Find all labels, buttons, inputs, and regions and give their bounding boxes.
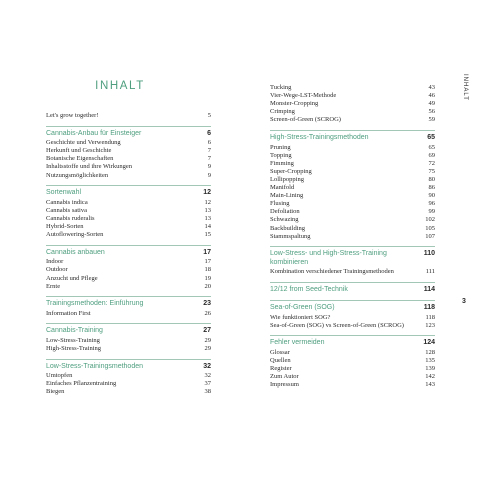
section-divider	[270, 246, 435, 247]
section-divider	[46, 323, 211, 324]
toc-entry-page: 9	[207, 171, 211, 179]
toc-entry-label: Screen-of-Green (SCROG)	[270, 116, 341, 124]
toc-entry-label: Herkunft und Geschichte	[46, 147, 112, 155]
section-divider	[46, 185, 211, 186]
toc-heading-label: Fehler vermeiden	[270, 339, 325, 347]
toc-entry-page: 29	[204, 336, 211, 344]
toc-heading-page: 27	[203, 327, 211, 335]
toc-left-column	[46, 112, 211, 402]
toc-section-heading[interactable]	[270, 286, 435, 295]
toc-section-heading[interactable]	[270, 339, 435, 348]
toc-section	[46, 245, 211, 291]
toc-entry-page: 107	[425, 232, 435, 240]
toc-section	[270, 130, 435, 241]
toc-entry-label: Impressum	[270, 381, 299, 389]
toc-section	[270, 84, 435, 124]
toc-section-heading[interactable]	[46, 189, 211, 198]
toc-entry[interactable]	[46, 388, 211, 396]
toc-entry[interactable]	[46, 345, 211, 353]
section-divider	[270, 282, 435, 283]
toc-entry-page: 26	[204, 309, 211, 317]
toc-heading-label: Cannabis anbauen	[46, 248, 105, 256]
toc-entry-page: 99	[428, 208, 435, 216]
toc-entry-label: Autoflowering-Sorten	[46, 231, 104, 239]
toc-entry-label: Schwazing	[270, 216, 299, 224]
toc-entry[interactable]	[270, 233, 435, 241]
toc-entry-label: Anzucht und Pflege	[46, 274, 98, 282]
section-divider	[46, 296, 211, 297]
toc-entry-label: Nutzungsmöglichkeiten	[46, 171, 109, 179]
toc-entry-page: 143	[425, 381, 435, 389]
toc-entry[interactable]	[46, 215, 211, 223]
toc-entry[interactable]	[270, 200, 435, 208]
toc-section	[46, 296, 211, 318]
toc-entry-label: Monster-Cropping	[270, 100, 319, 108]
toc-entry-page: 18	[204, 266, 211, 274]
toc-entry-page: 6	[207, 139, 211, 147]
toc-entry-label: Backbuilding	[270, 224, 306, 232]
toc-entry-page: 17	[204, 258, 211, 266]
toc-heading-label: Low-Stress- und High-Stress-Training kombinieren	[270, 250, 387, 266]
toc-entry-label: Information First	[46, 309, 91, 317]
toc-entry-label: Botanische Eigenschaften	[46, 155, 114, 163]
toc-entry-page: 72	[428, 159, 435, 167]
toc-entry-label: Outdoor	[46, 266, 68, 274]
toc-entry-page: 75	[428, 167, 435, 175]
toc-section	[46, 359, 211, 397]
toc-entry[interactable]	[46, 147, 211, 155]
page-title: INHALT	[95, 80, 145, 92]
toc-entry[interactable]	[46, 380, 211, 388]
toc-entry[interactable]	[46, 231, 211, 239]
toc-entry-page: 49	[428, 100, 435, 108]
toc-entry-page: 19	[204, 274, 211, 282]
toc-entry[interactable]	[270, 160, 435, 168]
toc-heading-label: High-Stress-Trainingsmethoden	[270, 133, 369, 141]
toc-entry[interactable]	[270, 84, 435, 92]
toc-entry-label: Wie funktioniert SOG?	[270, 313, 331, 321]
toc-entry-page: 37	[204, 380, 211, 388]
toc-entry[interactable]	[46, 163, 211, 171]
toc-entry-label: Super-Cropping	[270, 167, 312, 175]
toc-section	[270, 246, 435, 276]
toc-section-heading[interactable]	[270, 134, 435, 143]
toc-entry-label: Inhaltsstoffe und ihre Wirkungen	[46, 163, 132, 171]
toc-entry[interactable]	[46, 258, 211, 266]
toc-entry[interactable]	[46, 266, 211, 274]
page-number: 3	[462, 298, 466, 305]
toc-entry[interactable]	[270, 314, 435, 322]
toc-entry-page: 86	[428, 184, 435, 192]
toc-entry[interactable]	[46, 283, 211, 291]
toc-entry-page: 102	[425, 216, 435, 224]
toc-entry-page: 29	[204, 345, 211, 353]
toc-entry-page: 12	[204, 198, 211, 206]
toc-section-heading[interactable]	[46, 327, 211, 336]
toc-entry-label: Vier-Wege-LST-Methode	[270, 92, 337, 100]
toc-entry[interactable]	[46, 223, 211, 231]
toc-entry-page: 43	[428, 84, 435, 91]
toc-heading-label: Sortenwahl	[46, 189, 82, 197]
toc-heading-page: 110	[423, 250, 435, 258]
toc-entry-label: Tucking	[270, 84, 292, 91]
toc-entry-page: 13	[204, 214, 211, 222]
toc-entry-label: Biegen	[46, 388, 65, 396]
toc-entry[interactable]	[270, 108, 435, 116]
toc-entry[interactable]	[270, 268, 435, 276]
running-header: INHALT	[462, 74, 468, 101]
toc-entry-label: Register	[270, 365, 292, 373]
toc-heading-page: 65	[427, 133, 435, 141]
toc-entry-page: 105	[425, 224, 435, 232]
toc-heading-label: Sea-of-Green (SOG)	[270, 304, 335, 312]
toc-entry-page: 111	[425, 268, 435, 276]
toc-entry[interactable]	[270, 216, 435, 224]
toc-entry[interactable]	[270, 100, 435, 108]
toc-entry-label: Cannabis ruderalis	[46, 214, 95, 222]
toc-entry-page: 118	[425, 313, 435, 321]
toc-section-heading[interactable]	[46, 363, 211, 372]
toc-entry-label: Low-Stress-Training	[46, 336, 100, 344]
toc-section	[46, 323, 211, 353]
toc-entry-page: 32	[204, 372, 211, 380]
toc-heading-page: 17	[203, 248, 211, 256]
toc-entry-page: 56	[428, 108, 435, 116]
toc-entry-page: 65	[428, 143, 435, 151]
toc-heading-label: Cannabis-Training	[46, 327, 103, 335]
toc-entry-page: 96	[428, 200, 435, 208]
toc-entry-label: High-Stress-Training	[46, 345, 102, 353]
toc-heading-page: 6	[207, 129, 211, 137]
toc-heading-page: 124	[423, 339, 435, 347]
toc-entry[interactable]	[46, 172, 211, 180]
toc-entry[interactable]	[46, 310, 211, 318]
toc-entry[interactable]	[270, 373, 435, 381]
toc-entry[interactable]	[270, 152, 435, 160]
toc-entry[interactable]	[270, 349, 435, 357]
toc-entry-page: 9	[207, 163, 211, 171]
toc-entry-page: 80	[428, 175, 435, 183]
toc-entry-page: 139	[425, 365, 435, 373]
toc-entry-label: Einfaches Pflanzentraining	[46, 380, 117, 388]
toc-entry-label: Zum Autor	[270, 373, 299, 381]
toc-entry[interactable]	[270, 176, 435, 184]
toc-section-heading[interactable]	[46, 130, 211, 139]
toc-entry[interactable]	[270, 381, 435, 389]
toc-entry[interactable]	[270, 116, 435, 124]
toc-entry[interactable]	[270, 322, 435, 330]
toc-entry[interactable]	[270, 168, 435, 176]
toc-entry[interactable]	[46, 372, 211, 380]
toc-entry-label: Indoor	[46, 258, 64, 266]
toc-entry-label: Glossar	[270, 348, 290, 356]
toc-entry[interactable]	[270, 225, 435, 233]
toc-heading-label: Low-Stress-Trainingsmethoden	[46, 362, 144, 370]
toc-entry[interactable]	[46, 207, 211, 215]
toc-heading-label: Cannabis-Anbau für Einsteiger	[46, 129, 142, 137]
section-divider	[270, 300, 435, 301]
toc-entry-page: 7	[207, 155, 211, 163]
toc-entry-label: Cannabis indica	[46, 198, 88, 206]
toc-entry[interactable]	[270, 92, 435, 100]
toc-entry[interactable]	[46, 139, 211, 147]
toc-entry-page: 135	[425, 357, 435, 365]
toc-entry[interactable]	[270, 357, 435, 365]
toc-heading-label: 12/12 from Seed-Technik	[270, 285, 348, 293]
toc-entry-page: 59	[428, 116, 435, 124]
toc-entry-label: Defoliation	[270, 208, 300, 216]
toc-heading-page: 114	[423, 285, 435, 293]
toc-heading-page: 118	[423, 304, 435, 312]
toc-entry-label: Topping	[270, 151, 292, 159]
toc-entry-label: Cannabis sativa	[46, 206, 87, 214]
toc-section	[270, 335, 435, 389]
toc-section	[46, 112, 211, 120]
toc-entry[interactable]	[46, 155, 211, 163]
section-divider	[270, 335, 435, 336]
toc-entry-label: Main-Lining	[270, 192, 304, 200]
toc-entry[interactable]	[46, 112, 211, 120]
toc-entry[interactable]	[270, 184, 435, 192]
toc-entry-label: Sea-of-Green (SOG) vs Screen-of-Green (SCROG)	[270, 321, 404, 329]
toc-section-heading[interactable]	[46, 249, 211, 258]
toc-entry[interactable]	[270, 365, 435, 373]
toc-entry[interactable]	[46, 275, 211, 283]
section-divider	[46, 359, 211, 360]
toc-entry-label: Stammspaltung	[270, 232, 311, 240]
toc-entry-label: Flusing	[270, 200, 290, 208]
toc-entry-page: 46	[428, 92, 435, 100]
toc-heading-page: 23	[203, 300, 211, 308]
toc-heading-page: 32	[203, 362, 211, 370]
toc-section	[46, 126, 211, 180]
toc-section	[270, 282, 435, 295]
toc-entry-page: 90	[428, 192, 435, 200]
toc-entry-page: 5	[207, 112, 211, 119]
toc-entry-label: Lollipopping	[270, 175, 304, 183]
toc-entry-page: 69	[428, 151, 435, 159]
toc-right-column	[270, 84, 435, 395]
toc-entry-page: 142	[425, 373, 435, 381]
toc-entry-label: Geschichte und Verwendung	[46, 139, 121, 147]
toc-heading-page: 12	[203, 189, 211, 197]
toc-entry[interactable]	[46, 337, 211, 345]
toc-section-heading[interactable]	[46, 300, 211, 309]
toc-entry-label: Crimping	[270, 108, 295, 116]
toc-entry-page: 13	[204, 206, 211, 214]
toc-entry-page: 128	[425, 348, 435, 356]
toc-entry-label: Fimming	[270, 159, 294, 167]
toc-entry[interactable]	[270, 144, 435, 152]
toc-entry[interactable]	[270, 208, 435, 216]
toc-entry-label: Ernte	[46, 282, 61, 290]
toc-section	[46, 185, 211, 239]
toc-entry-page: 7	[207, 147, 211, 155]
toc-section	[270, 300, 435, 330]
toc-heading-label: Trainingsmethoden: Einführung	[46, 300, 144, 308]
toc-entry[interactable]	[270, 192, 435, 200]
toc-entry-label: Quellen	[270, 357, 291, 365]
toc-entry-label: Hybrid-Sorten	[46, 223, 84, 231]
toc-section-heading[interactable]	[270, 250, 435, 267]
toc-entry-label: Umtopfen	[46, 372, 73, 380]
toc-entry-page: 15	[204, 231, 211, 239]
toc-entry-page: 20	[204, 282, 211, 290]
toc-entry-label: Manifold	[270, 184, 295, 192]
toc-section-heading[interactable]	[270, 304, 435, 313]
section-divider	[270, 130, 435, 131]
toc-entry-label: Let's grow together!	[46, 112, 99, 119]
toc-entry-label: Kombination verschiedener Trainingsmethoden	[270, 268, 394, 276]
toc-entry-label: Pruning	[270, 143, 291, 151]
toc-entry-page: 38	[204, 388, 211, 396]
section-divider	[46, 126, 211, 127]
toc-entry-page: 123	[425, 321, 435, 329]
section-divider	[46, 245, 211, 246]
toc-entry[interactable]	[46, 199, 211, 207]
toc-entry-page: 14	[204, 223, 211, 231]
